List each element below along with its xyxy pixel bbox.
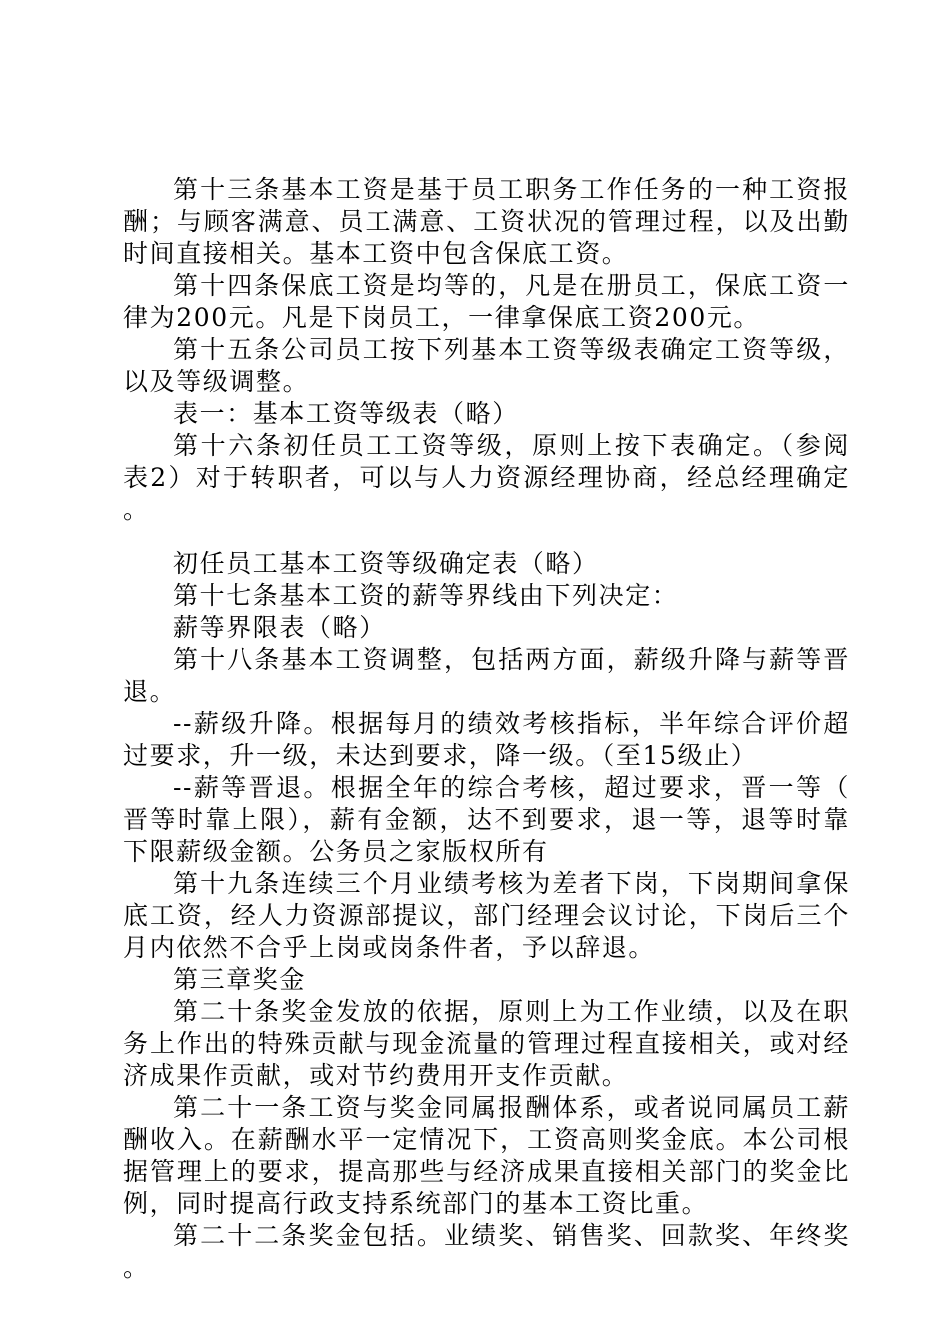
document-body: [123, 174, 850, 1284]
article-16-paragraph: 第十六条初任员工工资等级，原则上按下表确定。（参阅表2）对于转职者，可以与人力资源经理协商，经总经理确定。: [123, 431, 850, 524]
article-21-paragraph: 第二十一条工资与奖金同属报酬体系，或者说同属员工薪酬收入。在薪酬水平一定情况下，工资高则奖金底。本公司根据管理上的要求，提高那些与经济成果直接相关部门的奖金比例，同时提高行政支持系统部门的基本工资比重。: [123, 1093, 850, 1218]
chapter-3-heading: 第三章奖金: [173, 965, 307, 994]
article-19-paragraph: 第十九条连续三个月业绩考核为差者下岗，下岗期间拿保底工资，经人力资源部提议，部门经理会议讨论，下岗后三个月内依然不合乎上岗或岗条件者，予以辞退。: [123, 869, 850, 962]
salary-boundary-table-note: 薪等界限表（略）: [173, 613, 386, 642]
table-1-note: 表一：基本工资等级表（略）: [173, 399, 519, 428]
rank-change-item: --薪等晋退。根据全年的综合考核，超过要求，晋一等（晋等时靠上限），薪有金额，达不到要求，退一等，退等时靠下限薪级金额。公务员之家版权所有: [123, 773, 850, 866]
article-15-paragraph: 第十五条公司员工按下列基本工资等级表确定工资等级，以及等级调整。: [123, 335, 850, 396]
article-22-paragraph: 第二十二条奖金包括。业绩奖、销售奖、回款奖、年终奖。: [123, 1221, 850, 1282]
grade-change-item: --薪级升降。根据每月的绩效考核指标，半年综合评价超过要求，升一级，未达到要求，降一级。（至15级止）: [123, 709, 850, 770]
initial-grade-table-note: 初任员工基本工资等级确定表（略）: [173, 549, 599, 578]
article-14-paragraph: 第十四条保底工资是均等的，凡是在册员工，保底工资一律为200元。凡是下岗员工，一律拿保底工资200元。: [123, 271, 850, 332]
article-18-paragraph: 第十八条基本工资调整，包括两方面，薪级升降与薪等晋退。: [123, 645, 850, 706]
article-17-paragraph: 第十七条基本工资的薪等界线由下列决定：: [173, 581, 679, 610]
article-13-paragraph: 第十三条基本工资是基于员工职务工作任务的一种工资报酬；与顾客满意、员工满意、工资状况的管理过程，以及出勤时间直接相关。基本工资中包含保底工资。: [123, 175, 850, 268]
article-20-paragraph: 第二十条奖金发放的依据，原则上为工作业绩，以及在职务上作出的特殊贡献与现金流量的管理过程直接相关，或对经济成果作贡献，或对节约费用开支作贡献。: [123, 997, 850, 1090]
